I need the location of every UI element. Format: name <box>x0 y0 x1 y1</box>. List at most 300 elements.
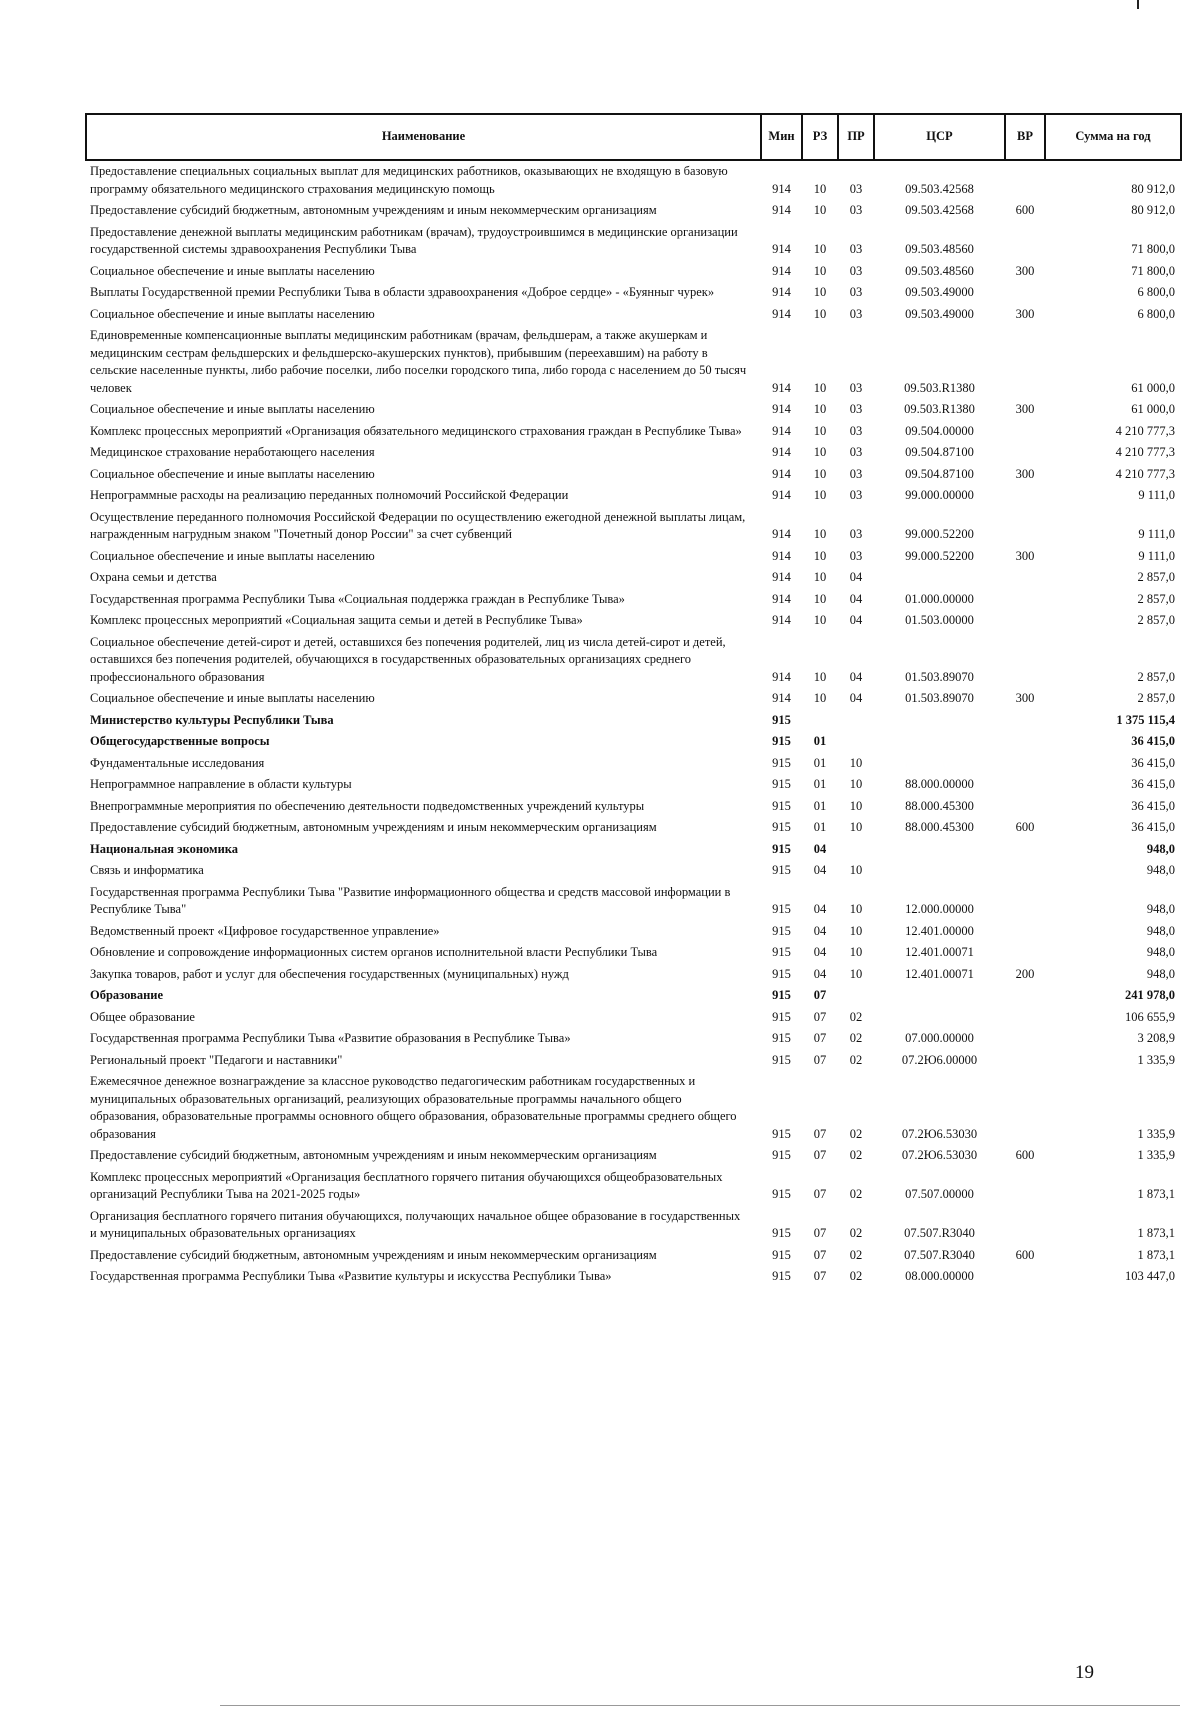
cell-rz: 07 <box>813 1126 827 1141</box>
cell-pr: 10 <box>849 923 863 938</box>
cell-sum: 4 210 777,3 <box>1115 423 1175 438</box>
cell-pr: 10 <box>849 798 863 813</box>
cell-rz: 10 <box>813 242 827 256</box>
cell-rz: 01 <box>813 777 827 791</box>
cell-rz: 07 <box>813 1187 827 1201</box>
cell-csr: 07.2Ю6.53030 <box>901 1126 978 1141</box>
cell-min: 914 <box>772 527 791 541</box>
cell-sum: 61 000,0 <box>1131 380 1175 395</box>
cell-rz: 04 <box>813 923 827 938</box>
cell-min: 914 <box>772 669 791 684</box>
cell-rz: 10 <box>813 669 827 684</box>
cell-pr <box>838 710 874 732</box>
budget-table <box>85 113 1182 1288</box>
header-rz: РЗ <box>802 114 838 160</box>
cell-csr: 09.503.R1380 <box>904 380 975 395</box>
cell-min: 915 <box>772 1009 791 1024</box>
cell-vr: 200 <box>1015 966 1035 981</box>
cell-name: Осуществление переданного полномочия Российской Федерации по осуществлению ежегодной денежной выплаты лицам, награжденным нагрудным знаком "Почетный донор России" за счет субвенций <box>90 509 746 541</box>
cell-min: 914 <box>772 466 791 481</box>
table-row <box>86 688 1181 710</box>
cell-sum: 3 208,9 <box>1137 1031 1175 1045</box>
cell-min: 914 <box>772 445 791 459</box>
cell-name: Ежемесячное денежное вознаграждение за классное руководство педагогическим работникам государственных и муниципальных образовательных организаций, реализующих образовательные программы начального общего образования, образовательные программы основного общего образования, образовательные программы среднего общего образования <box>90 1074 737 1141</box>
table-row <box>86 774 1181 796</box>
cell-csr: 07.507.R3040 <box>904 1247 975 1262</box>
cell-vr <box>1005 589 1045 611</box>
cell-sum: 1 335,9 <box>1137 1126 1175 1141</box>
cell-rz: 10 <box>813 466 827 481</box>
table-row <box>86 485 1181 507</box>
table-row <box>86 421 1181 443</box>
cell-vr <box>1005 860 1045 882</box>
cell-csr: 07.2Ю6.53030 <box>901 1148 978 1162</box>
cell-sum: 948,0 <box>1146 841 1175 856</box>
table-row <box>86 325 1181 399</box>
cell-vr: 300 <box>1015 306 1035 321</box>
cell-min: 915 <box>772 734 791 748</box>
cell-sum: 106 655,9 <box>1125 1009 1175 1024</box>
cell-name: Непрограммное направление в области культуры <box>90 777 352 791</box>
cell-pr: 02 <box>849 1187 863 1201</box>
cell-sum: 4 210 777,3 <box>1115 445 1175 459</box>
cell-rz: 10 <box>813 181 827 196</box>
table-row <box>86 1206 1181 1245</box>
table-row <box>86 282 1181 304</box>
cell-rz: 10 <box>813 380 827 395</box>
cell-sum: 1 873,1 <box>1137 1187 1175 1201</box>
cell-csr: 12.401.00000 <box>905 923 974 938</box>
cell-vr <box>1005 325 1045 399</box>
cell-name: Связь и информатика <box>90 863 204 877</box>
cell-rz: 07 <box>813 1247 827 1262</box>
cell-min: 914 <box>772 591 791 606</box>
cell-rz: 10 <box>813 445 827 459</box>
cell-min: 914 <box>772 242 791 256</box>
cell-vr: 600 <box>1015 820 1035 834</box>
cell-pr: 10 <box>849 966 863 981</box>
cell-rz: 07 <box>813 1226 827 1240</box>
cell-pr: 04 <box>849 591 863 606</box>
table-row <box>86 261 1181 283</box>
header-pr: ПР <box>838 114 874 160</box>
cell-name: Охрана семьи и детства <box>90 570 217 584</box>
table-row <box>86 1167 1181 1206</box>
cell-pr: 03 <box>849 285 863 299</box>
table-row <box>86 1145 1181 1167</box>
cell-rz: 10 <box>813 548 827 563</box>
cell-sum: 36 415,0 <box>1131 820 1175 834</box>
table-row <box>86 304 1181 326</box>
cell-pr: 04 <box>849 613 863 627</box>
cell-name: Предоставление субсидий бюджетным, автономным учреждениям и иным некоммерческим организациям <box>90 203 657 217</box>
cell-name: Национальная экономика <box>90 841 239 856</box>
table-row <box>86 222 1181 261</box>
scan-mark <box>1137 0 1139 9</box>
cell-vr: 300 <box>1015 466 1035 481</box>
bottom-rule <box>220 1705 1180 1706</box>
table-row <box>86 839 1181 861</box>
cell-sum: 36 415,0 <box>1131 755 1175 770</box>
table-row <box>86 753 1181 775</box>
cell-name: Комплекс процессных мероприятий «Социальная защита семьи и детей в Республике Тыва» <box>90 613 583 627</box>
cell-rz: 10 <box>813 306 827 321</box>
cell-vr <box>1005 567 1045 589</box>
cell-sum: 103 447,0 <box>1125 1269 1175 1283</box>
cell-name: Обновление и сопровождение информационных систем органов исполнительной власти Республики Тыва <box>90 945 658 959</box>
cell-rz: 07 <box>813 1052 827 1067</box>
table-row <box>86 817 1181 839</box>
cell-csr: 07.507.00000 <box>905 1187 974 1201</box>
cell-csr: 99.000.52200 <box>905 527 974 541</box>
cell-vr <box>1005 731 1045 753</box>
cell-csr: 01.503.89070 <box>905 669 974 684</box>
table-row <box>86 1028 1181 1050</box>
cell-sum: 1 335,9 <box>1137 1148 1175 1162</box>
cell-pr: 03 <box>849 445 863 459</box>
cell-csr: 88.000.45300 <box>905 820 974 834</box>
cell-pr: 03 <box>849 466 863 481</box>
cell-min: 914 <box>772 263 791 278</box>
cell-csr: 09.503.49000 <box>905 306 974 321</box>
cell-name: Предоставление субсидий бюджетным, автономным учреждениям и иным некоммерческим организациям <box>90 820 657 834</box>
cell-csr: 09.503.42568 <box>905 181 974 196</box>
cell-pr: 10 <box>849 777 863 791</box>
cell-min: 915 <box>772 755 791 770</box>
table-row <box>86 985 1181 1007</box>
cell-sum: 948,0 <box>1146 902 1175 916</box>
cell-sum: 1 335,9 <box>1137 1052 1175 1067</box>
table-row <box>86 546 1181 568</box>
cell-vr: 600 <box>1015 1148 1035 1162</box>
cell-vr <box>1005 1050 1045 1072</box>
cell-pr: 02 <box>849 1269 863 1283</box>
cell-sum: 1 873,1 <box>1137 1247 1175 1262</box>
cell-pr: 04 <box>849 691 863 705</box>
cell-csr: 01.503.89070 <box>905 691 974 705</box>
cell-rz: 04 <box>813 863 827 877</box>
cell-pr: 02 <box>849 1148 863 1162</box>
table-row <box>86 942 1181 964</box>
cell-name: Общее образование <box>90 1009 195 1024</box>
cell-sum: 2 857,0 <box>1137 691 1175 705</box>
cell-min: 914 <box>772 380 791 395</box>
cell-csr: 88.000.00000 <box>905 777 974 791</box>
header-name: Наименование <box>86 114 761 160</box>
table-row <box>86 1050 1181 1072</box>
cell-pr <box>838 985 874 1007</box>
cell-vr <box>1005 282 1045 304</box>
cell-min: 914 <box>772 181 791 196</box>
cell-csr <box>874 985 1005 1007</box>
cell-pr: 10 <box>849 820 863 834</box>
table-row <box>86 796 1181 818</box>
cell-rz: 01 <box>813 734 827 748</box>
cell-csr: 09.503.R1380 <box>904 402 975 416</box>
cell-sum: 948,0 <box>1146 923 1175 938</box>
cell-rz: 10 <box>813 570 827 584</box>
cell-min: 915 <box>772 820 791 834</box>
cell-min: 914 <box>772 423 791 438</box>
cell-csr: 09.504.00000 <box>905 423 974 438</box>
table-row <box>86 882 1181 921</box>
table-row <box>86 1007 1181 1029</box>
cell-name: Выплаты Государственной премии Республики Тыва в области здравоохранения «Доброе сердце» - «Буянныг чурек» <box>90 285 715 299</box>
cell-min: 915 <box>772 988 791 1002</box>
cell-pr: 03 <box>849 423 863 438</box>
cell-rz: 04 <box>813 966 827 981</box>
cell-sum: 241 978,0 <box>1125 988 1175 1002</box>
cell-name: Единовременные компенсационные выплаты медицинским работникам (врачам, фельдшерам, а также акушеркам и медицинским сестрам фельдшерских и фельдшерско-акушерских пунктов), прибывшим (переехавшим) на работу в сельские населенные пункты, либо рабочие поселки, либо поселки городского типа, либо города с населением до 50 тысяч человек <box>90 328 747 395</box>
cell-min: 914 <box>772 203 791 217</box>
table-row <box>86 610 1181 632</box>
cell-sum: 71 800,0 <box>1131 242 1175 256</box>
cell-rz: 01 <box>813 798 827 813</box>
cell-rz: 01 <box>813 755 827 770</box>
cell-vr: 600 <box>1015 203 1035 217</box>
cell-min: 915 <box>772 863 791 877</box>
cell-pr: 04 <box>849 570 863 584</box>
cell-min: 915 <box>772 945 791 959</box>
cell-name: Социальное обеспечение и иные выплаты населению <box>90 548 375 563</box>
cell-pr: 03 <box>849 181 863 196</box>
cell-pr: 03 <box>849 306 863 321</box>
cell-vr <box>1005 942 1045 964</box>
cell-csr <box>874 567 1005 589</box>
cell-sum: 2 857,0 <box>1137 613 1175 627</box>
table-body <box>86 160 1181 1288</box>
cell-csr <box>874 860 1005 882</box>
cell-sum: 1 375 115,4 <box>1116 712 1175 727</box>
cell-name: Предоставление специальных социальных выплат для медицинских работников, оказывающих не входящую в базовую программу обязательного медицинского страхования медицинскую помощь <box>90 164 728 196</box>
cell-rz: 07 <box>813 988 827 1002</box>
cell-min: 914 <box>772 306 791 321</box>
cell-min: 915 <box>772 966 791 981</box>
cell-name: Социальное обеспечение и иные выплаты населению <box>90 402 375 416</box>
cell-csr: 12.401.00071 <box>905 966 974 981</box>
table-row <box>86 1245 1181 1267</box>
cell-sum: 9 111,0 <box>1138 527 1175 541</box>
cell-vr <box>1005 710 1045 732</box>
cell-vr <box>1005 160 1045 200</box>
cell-min: 915 <box>772 1247 791 1262</box>
cell-csr: 88.000.45300 <box>905 798 974 813</box>
cell-rz: 10 <box>813 402 827 416</box>
cell-pr: 03 <box>849 203 863 217</box>
cell-csr <box>874 753 1005 775</box>
cell-csr: 01.503.00000 <box>905 613 974 627</box>
cell-min: 915 <box>772 902 791 916</box>
cell-rz: 04 <box>813 902 827 916</box>
table-row <box>86 589 1181 611</box>
table-row <box>86 464 1181 486</box>
cell-vr <box>1005 442 1045 464</box>
cell-rz <box>802 710 838 732</box>
table-row <box>86 731 1181 753</box>
cell-vr <box>1005 1266 1045 1288</box>
cell-sum: 36 415,0 <box>1131 777 1175 791</box>
cell-min: 915 <box>772 1187 791 1201</box>
cell-sum: 2 857,0 <box>1137 669 1175 684</box>
cell-min: 915 <box>772 1126 791 1141</box>
cell-pr: 02 <box>849 1247 863 1262</box>
cell-csr: 07.507.R3040 <box>904 1226 975 1240</box>
cell-csr: 07.2Ю6.00000 <box>901 1052 978 1067</box>
cell-csr: 07.000.00000 <box>905 1031 974 1045</box>
cell-sum: 2 857,0 <box>1137 570 1175 584</box>
table-row <box>86 860 1181 882</box>
cell-rz: 10 <box>813 423 827 438</box>
cell-min: 915 <box>772 841 791 856</box>
cell-vr <box>1005 1071 1045 1145</box>
cell-min: 914 <box>772 691 791 705</box>
header-sum: Сумма на год <box>1045 114 1181 160</box>
cell-csr: 09.504.87100 <box>905 466 974 481</box>
cell-rz: 10 <box>813 691 827 705</box>
cell-csr: 99.000.52200 <box>905 548 974 563</box>
cell-min: 914 <box>772 285 791 299</box>
cell-sum: 1 873,1 <box>1137 1226 1175 1240</box>
cell-rz: 10 <box>813 203 827 217</box>
table-row <box>86 710 1181 732</box>
table-row <box>86 1266 1181 1288</box>
cell-rz: 04 <box>813 945 827 959</box>
cell-csr: 99.000.00000 <box>905 488 974 502</box>
cell-name: Социальное обеспечение и иные выплаты населению <box>90 466 375 481</box>
cell-csr <box>874 839 1005 861</box>
cell-csr: 12.401.00071 <box>905 945 974 959</box>
cell-name: Медицинское страхование неработающего населения <box>90 445 375 459</box>
cell-rz: 10 <box>813 613 827 627</box>
cell-sum: 6 800,0 <box>1137 285 1175 299</box>
cell-sum: 36 415,0 <box>1131 798 1175 813</box>
cell-vr <box>1005 1167 1045 1206</box>
table-row <box>86 921 1181 943</box>
cell-sum: 6 800,0 <box>1137 306 1175 321</box>
cell-csr: 09.503.42568 <box>905 203 974 217</box>
cell-name: Ведомственный проект «Цифровое государственное управление» <box>90 923 440 938</box>
cell-csr <box>874 1007 1005 1029</box>
cell-rz: 07 <box>813 1009 827 1024</box>
cell-sum: 61 000,0 <box>1131 402 1175 416</box>
table-row <box>86 442 1181 464</box>
cell-vr <box>1005 796 1045 818</box>
cell-pr: 03 <box>849 488 863 502</box>
cell-vr <box>1005 921 1045 943</box>
cell-rz: 10 <box>813 263 827 278</box>
cell-csr <box>874 731 1005 753</box>
cell-pr: 03 <box>849 527 863 541</box>
cell-name: Образование <box>90 988 164 1002</box>
cell-name: Региональный проект "Педагоги и наставники" <box>90 1052 343 1067</box>
cell-rz: 10 <box>813 488 827 502</box>
cell-min: 914 <box>772 548 791 563</box>
cell-vr <box>1005 753 1045 775</box>
cell-min: 914 <box>772 570 791 584</box>
cell-min: 915 <box>772 923 791 938</box>
cell-min: 915 <box>772 1148 791 1162</box>
cell-vr <box>1005 485 1045 507</box>
cell-vr <box>1005 985 1045 1007</box>
header-min: Мин <box>761 114 802 160</box>
cell-pr: 03 <box>849 548 863 563</box>
cell-rz: 07 <box>813 1148 827 1162</box>
cell-name: Министерство культуры Республики Тыва <box>90 712 334 727</box>
cell-vr: 300 <box>1015 691 1035 705</box>
cell-pr: 10 <box>849 863 863 877</box>
cell-vr: 300 <box>1015 548 1035 563</box>
cell-name: Непрограммные расходы на реализацию переданных полномочий Российской Федерации <box>90 488 569 502</box>
cell-csr: 12.000.00000 <box>905 902 974 916</box>
cell-pr: 03 <box>849 263 863 278</box>
header-vr: ВР <box>1005 114 1045 160</box>
cell-vr <box>1005 1206 1045 1245</box>
cell-vr <box>1005 421 1045 443</box>
cell-min: 915 <box>772 1226 791 1240</box>
cell-min: 915 <box>772 712 791 727</box>
cell-csr: 09.503.49000 <box>905 285 974 299</box>
cell-vr <box>1005 222 1045 261</box>
cell-name: Комплекс процессных мероприятий «Организация бесплатного горячего питания обучающихся общеобразовательных организаций Республики Тыва на 2021-2025 годы» <box>90 1169 723 1201</box>
cell-pr <box>838 731 874 753</box>
cell-vr <box>1005 632 1045 689</box>
cell-vr <box>1005 882 1045 921</box>
cell-name: Предоставление субсидий бюджетным, автономным учреждениям и иным некоммерческим организациям <box>90 1247 657 1262</box>
cell-pr: 02 <box>849 1031 863 1045</box>
cell-pr: 10 <box>849 902 863 916</box>
cell-min: 915 <box>772 777 791 791</box>
cell-vr <box>1005 1028 1045 1050</box>
cell-pr: 10 <box>849 945 863 959</box>
cell-csr: 01.000.00000 <box>905 591 974 606</box>
cell-min: 914 <box>772 613 791 627</box>
cell-rz: 10 <box>813 285 827 299</box>
table-row <box>86 399 1181 421</box>
cell-sum: 948,0 <box>1146 863 1175 877</box>
cell-name: Государственная программа Республики Тыва «Развитие образования в Республике Тыва» <box>90 1031 571 1045</box>
table-row <box>86 507 1181 546</box>
cell-pr: 02 <box>849 1009 863 1024</box>
cell-min: 915 <box>772 1269 791 1283</box>
cell-vr: 300 <box>1015 263 1035 278</box>
cell-name: Общегосударственные вопросы <box>90 734 270 748</box>
cell-name: Социальное обеспечение и иные выплаты населению <box>90 306 375 321</box>
cell-min: 915 <box>772 1031 791 1045</box>
header-csr: ЦСР <box>874 114 1005 160</box>
cell-pr: 03 <box>849 242 863 256</box>
table-row <box>86 160 1181 200</box>
page-number: 19 <box>1075 1662 1094 1683</box>
cell-sum: 948,0 <box>1146 945 1175 959</box>
cell-vr <box>1005 610 1045 632</box>
cell-vr <box>1005 1007 1045 1029</box>
cell-sum: 2 857,0 <box>1137 591 1175 606</box>
table-row <box>86 567 1181 589</box>
cell-name: Предоставление денежной выплаты медицинским работникам (врачам), трудоустроившимся в медицинские организации государственной системы здравоохранения Республики Тыва <box>90 224 738 256</box>
cell-pr: 03 <box>849 402 863 416</box>
table-row <box>86 632 1181 689</box>
cell-sum: 80 912,0 <box>1131 203 1175 217</box>
cell-rz: 04 <box>813 841 827 856</box>
cell-name: Организация бесплатного горячего питания обучающихся, получающих начальное общее образование в государственных и муниципальных образовательных организациях <box>90 1208 741 1240</box>
cell-pr: 04 <box>849 669 863 684</box>
cell-sum: 71 800,0 <box>1131 263 1175 278</box>
cell-pr: 02 <box>849 1052 863 1067</box>
cell-pr: 10 <box>849 755 863 770</box>
cell-csr: 09.504.87100 <box>905 445 974 459</box>
cell-vr: 600 <box>1015 1247 1035 1262</box>
table-header-row <box>86 114 1181 160</box>
